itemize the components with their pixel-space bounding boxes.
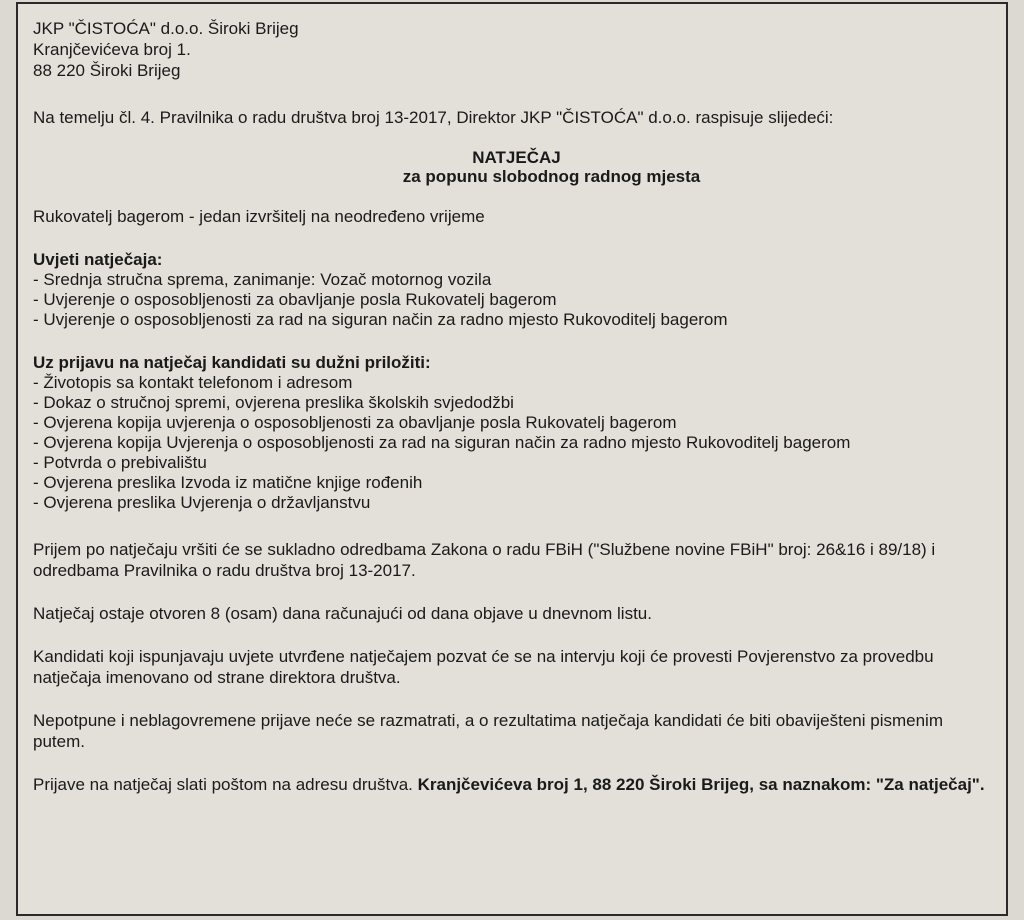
list-item: - Uvjerenje o osposobljenosti za obavljanje posla Rukovatelj bagerom	[33, 290, 557, 309]
title-line-1: NATJEČAJ	[472, 148, 561, 167]
incomplete-applications-paragraph: Nepotpune i neblagovremene prijave neće se razmatrati, a o rezultatima natječaja kandidati će biti obaviješteni pismenim putem.	[33, 711, 943, 751]
company-street: Kranjčevićeva broj 1.	[33, 40, 191, 59]
conditions-heading: Uvjeti natječaja:	[33, 250, 163, 269]
announcement-title	[33, 148, 990, 186]
documents-list	[33, 373, 990, 513]
company-city: 88 220 Široki Brijeg	[33, 61, 181, 80]
list-item: - Ovjerena preslika Uvjerenja o državljanstvu	[33, 493, 371, 512]
submission-address: Kranjčevićeva broj 1, 88 220 Široki Brijeg, sa naznakom: "Za natječaj".	[417, 775, 985, 794]
list-item: - Potvrda o prebivalištu	[33, 453, 207, 472]
documents-heading: Uz prijavu na natječaj kandidati su dužni priložiti:	[33, 353, 431, 372]
title-line-2: za popunu slobodnog radnog mjesta	[402, 167, 701, 186]
duration-paragraph: Natječaj ostaje otvoren 8 (osam) dana računajući od dana objave u dnevnom listu.	[33, 604, 652, 623]
list-item: - Ovjerena preslika Izvoda iz matične knjige rođenih	[33, 473, 423, 492]
submission-text: Prijave na natječaj slati poštom na adresu društva.	[33, 775, 418, 794]
conditions-list	[33, 270, 990, 330]
list-item: - Uvjerenje o osposobljenosti za rad na siguran način za radno mjesto Rukovoditelj bagerom	[33, 310, 728, 329]
list-item: - Dokaz o stručnoj spremi, ovjerena preslika školskih svjedodžbi	[33, 393, 514, 412]
intro-text: Na temelju čl. 4. Pravilnika o radu društva broj 13-2017, Direktor JKP "ČISTOĆA" d.o.o. raspisuje slijedeći:	[33, 108, 834, 127]
submission-paragraph	[33, 774, 990, 795]
employment-terms-paragraph: Prijem po natječaju vršiti će se sukladno odredbama Zakona o radu FBiH ("Službene novine FBiH" broj: 26&16 i 89/18) i odredbama Pravilnika o radu društva broj 13-2017.	[33, 540, 936, 580]
list-item: - Ovjerena kopija Uvjerenja o osposobljenosti za rad na siguran način za radno mjesto Rukovoditelj bagerom	[33, 433, 851, 452]
list-item: - Ovjerena kopija uvjerenja o osposobljenosti za obavljanje posla Rukovatelj bagerom	[33, 413, 677, 432]
list-item: - Životopis sa kontakt telefonom i adresom	[33, 373, 353, 392]
position-description: Rukovatelj bagerom - jedan izvršitelj na neodređeno vrijeme	[33, 207, 485, 226]
list-item: - Srednja stručna sprema, zanimanje: Vozač motornog vozila	[33, 270, 492, 289]
interview-paragraph: Kandidati koji ispunjavaju uvjete utvrđene natječajem pozvat će se na intervju koji će provesti Povjerenstvo za provedbu natječaja imenovano od strane direktora društva.	[33, 647, 934, 687]
company-name: JKP "ČISTOĆA" d.o.o. Široki Brijeg	[33, 19, 299, 38]
job-announcement	[16, 2, 1008, 916]
company-address	[33, 18, 990, 81]
